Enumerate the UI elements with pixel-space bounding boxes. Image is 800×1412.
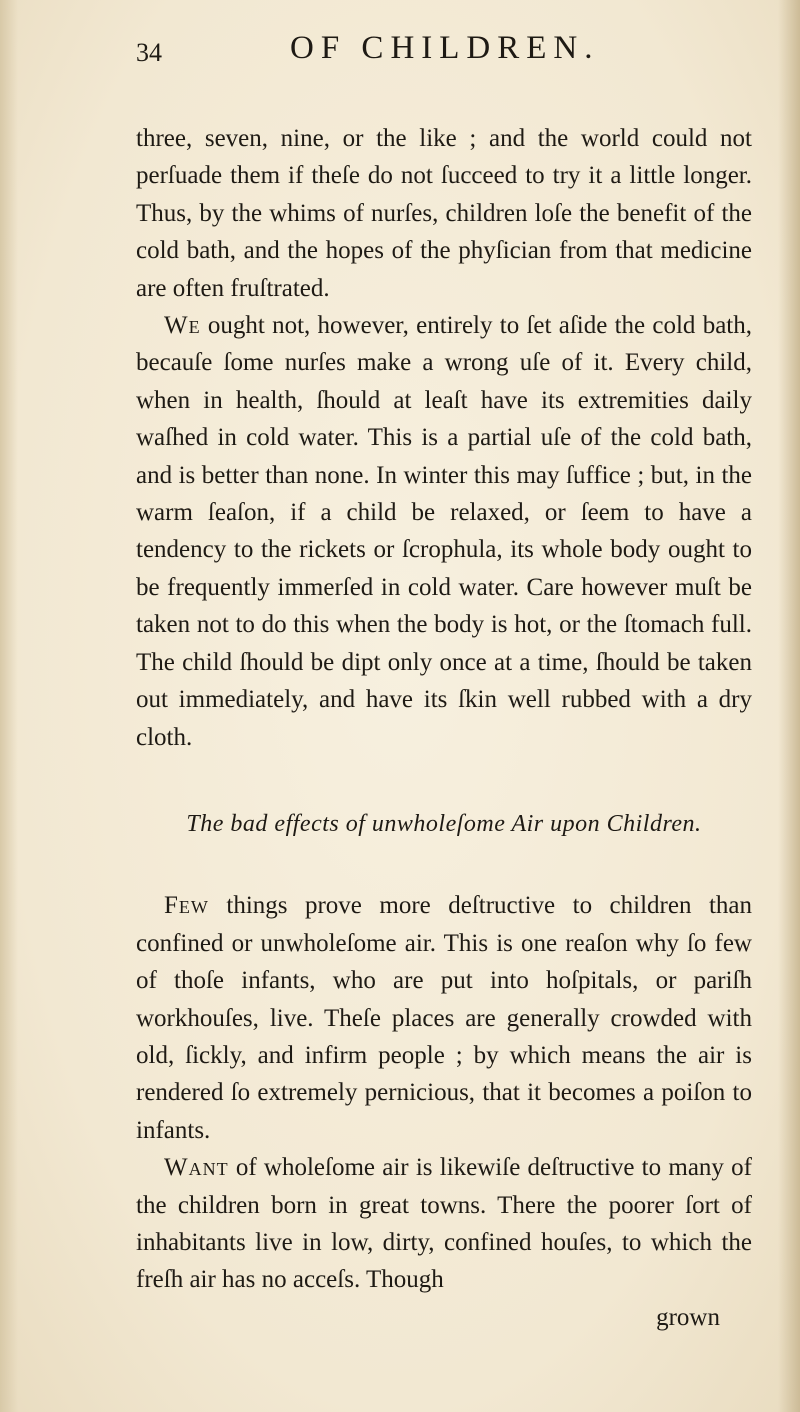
paragraph-continuation: [136, 120, 752, 307]
paragraph-lead-word: We: [164, 312, 201, 340]
page-header: [136, 30, 736, 80]
running-head: OF CHILDREN.: [290, 30, 600, 66]
paragraph-text: three, seven, nine, or the like ; and the world could not perſuade them if theſe do not ſucceed to try it a little longer. Thus, by the whims of nurſes, children loſe the benefit of the cold bath, and the hopes of the phyſician from that medicine are often fruſtrated.: [136, 125, 752, 302]
paragraph-great-towns: [136, 1149, 752, 1299]
catchword: grown: [656, 1303, 720, 1331]
paragraph-cold-bath: [136, 307, 752, 756]
body-text: [136, 120, 752, 1336]
paragraph-unwholesome-air: [136, 887, 752, 1149]
section-heading: The bad effects of unwholeſome Air upon Children.: [186, 810, 702, 837]
paragraph-text: things prove more deſtructive to children than confined or unwholeſome air. This is one reaſon why ſo few of thoſe infants, who are put into hoſpitals, or pariſh workhouſes, live. Theſe places are generally crowded with old, ſickly, and infirm people ; by which means the air is rendered ſo extremely pernicious, that it becomes a poiſon to infants.: [136, 892, 752, 1144]
page-number: 34: [136, 38, 162, 67]
paragraph-text: of wholeſome air is likewiſe deſtructive to many of the children born in great towns. There the poorer ſort of inhabitants live in low, dirty, confined houſes, to which the freſh air has no acceſs. Though: [136, 1154, 752, 1294]
paragraph-lead-word: Few: [164, 892, 209, 920]
paragraph-lead-word: Want: [164, 1154, 229, 1182]
paragraph-text: ought not, however, entirely to ſet aſide the cold bath, becauſe ſome nurſes make a wrong uſe of it. Every child, when in health, ſhould at leaſt have its extremities daily waſhed in cold water. This is a partial uſe of the cold bath, and is better than none. In winter this may ſuffice ; but, in the warm ſeaſon, if a child be relaxed, or ſeem to have a tendency to the rickets or ſcrophula, its whole body ought to be frequently immerſed in cold water. Care however muſt be taken not to do this when the body is hot, or the ſtomach full. The child ſhould be dipt only once at a time, ſhould be taken out immediately, and have its ſkin well rubbed with a dry cloth.: [136, 312, 752, 751]
page-left-edge-shadow: [0, 0, 18, 1412]
page-right-edge-shadow: [778, 0, 800, 1412]
